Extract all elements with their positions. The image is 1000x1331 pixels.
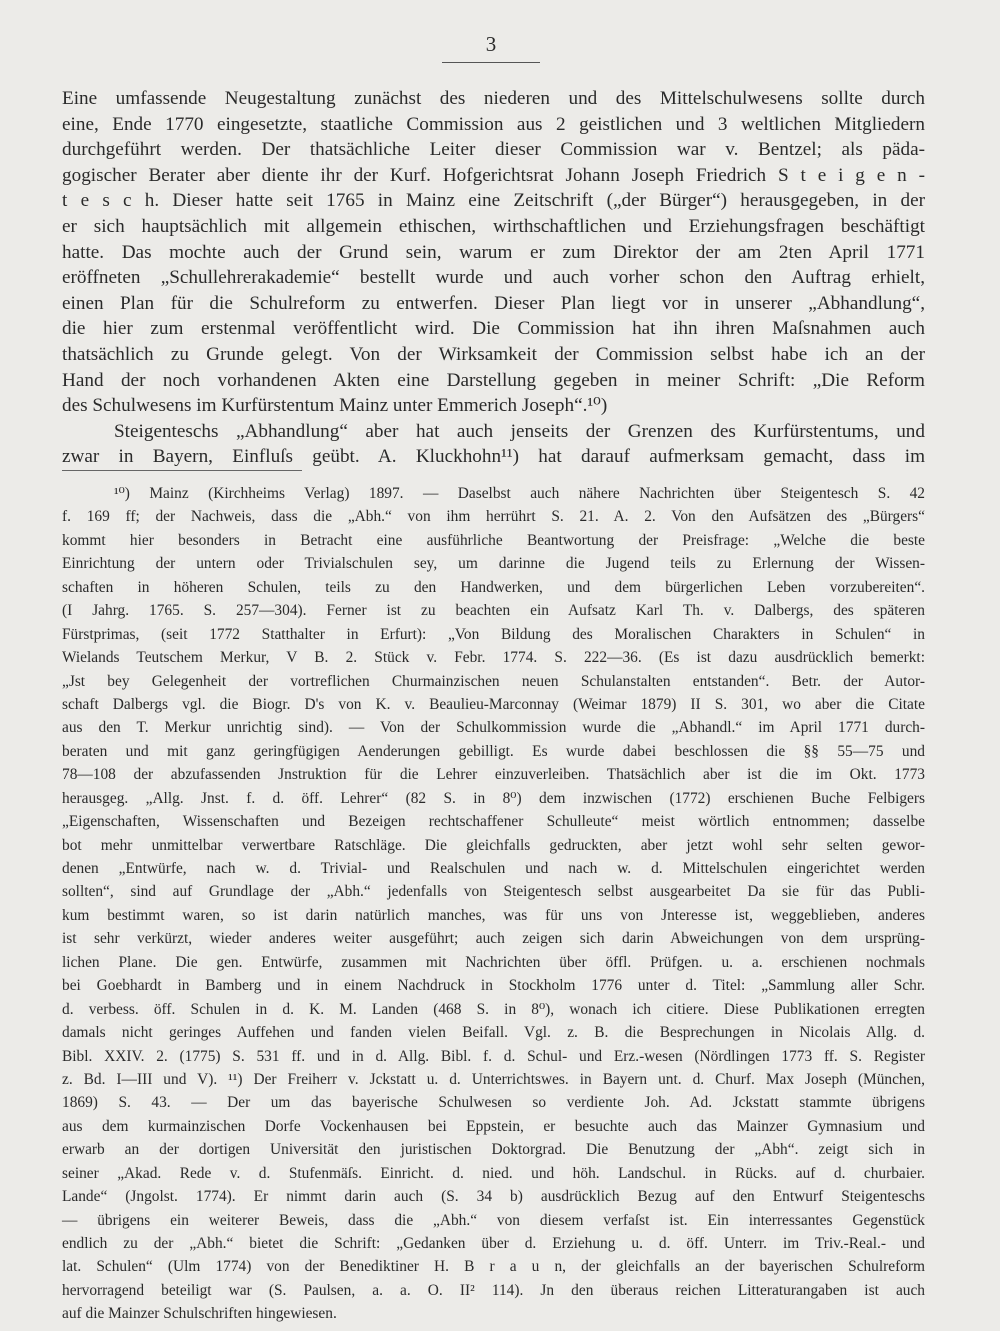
footnote-line: z. Bd. I—III und V). ¹¹) Der Freiherr v. Jckstatt u. d. Unterrichtswes. in Bayern unt. d. Churf. Max Joseph (München, bbox=[62, 1070, 925, 1088]
text-line: hatte. Das mochte auch der Grund sein, warum er zum Direktor der am 2ten April 1771 bbox=[62, 241, 925, 263]
page-number-rule bbox=[442, 62, 540, 63]
footnote-line: Einrichtung der untern oder Trivialschulen sey, um darinne die Jugend teils zu Erlernung der Wissen- bbox=[62, 555, 925, 573]
text-line: er sich hauptsächlich mit allgemein ethischen, wirthschaftlichen und Erziehungsfragen beschäftigt bbox=[62, 215, 925, 237]
footnote-line: aus dem kurmainzischen Dorfe Vockenhausen bei Eppstein, er besuchte auch das Mainzer Gymnasium und bbox=[62, 1117, 925, 1135]
footnote-separator bbox=[62, 470, 302, 471]
footnote-line: auf die Mainzer Schulschriften hingewiesen. bbox=[62, 1305, 337, 1323]
footnote-line: Bibl. XXIV. 2. (1775) S. 531 ff. und in d. Allg. Bibl. f. d. Schul- und Erz.-wesen (Nördlingen 1773 ff. S. Register bbox=[62, 1047, 925, 1065]
footnote-line: bot mehr unmittelbar verwertbare Ratschläge. Die gleichfalls gedruckten, aber jetzt wohl sehr selten gewor- bbox=[62, 836, 925, 854]
text-line: eine, Ende 1770 eingesetzte, staatliche Commission aus 2 geistlichen und 3 weltlichen Mitgliedern bbox=[62, 113, 925, 135]
footnote-line: lichen Plane. Die gen. Entwürfe, zusammen mit Nachrichten über öffl. Prüfgen. u. a. erschienen nochmals bbox=[62, 953, 925, 971]
footnote-line: d. verbess. öff. Schulen in d. K. M. Landen (468 S. in 8⁰), wonach ich citiere. Diese Publikationen erregten bbox=[62, 1000, 925, 1018]
text-line: t e s c h. Dieser hatte seit 1765 in Mainz eine Zeitschrift („der Bürger“) herausgegeben, in der bbox=[62, 190, 925, 212]
text-line: thatsächlich zu Grunde gelegt. Von der Wirksamkeit der Commission selbst habe ich an der bbox=[62, 343, 925, 365]
footnote-line: f. 169 ff; der Nachweis, dass die „Abh.“ von ihm herrührt S. 21. A. 2. Von den Aufsätzen des „Bürgers“ bbox=[62, 508, 925, 526]
footnote-line: ¹⁰) Mainz (Kirchheims Verlag) 1897. — Daselbst auch nähere Nachrichten über Steigentesch S. 42 bbox=[114, 485, 925, 502]
text-line: eröffneten „Schullehrerakademie“ bestellt wurde und auch vorher schon den Auftrag erhielt, bbox=[62, 267, 925, 289]
text-line: des Schulwesens im Kurfürstentum Mainz unter Emmerich Joseph“.¹⁰) bbox=[62, 395, 608, 417]
text-line: gogischer Berater aber diente ihr der Kurf. Hofgerichtsrat Johann Joseph Friedrich S t e i g e n - bbox=[62, 164, 925, 186]
footnote-line: hervorragend beteiligt war (S. Paulsen, a. a. O. II² 114). Jn den überaus reichen Litteraturangaben ist auch bbox=[62, 1281, 925, 1299]
text-line: Eine umfassende Neugestaltung zunächst des niederen und des Mittelschulwesens sollte durch bbox=[62, 88, 925, 109]
footnote-line: endlich zu der „Abh.“ bietet die Schrift: „Gedanken über d. Erziehung u. d. öff. Unterr. im Triv.-Real.- und bbox=[62, 1235, 925, 1252]
footnote-line: sollten“, sind auf Grundlage der „Abh.“ jedenfalls von Steigentesch selbst ausgearbeitet Da sie für das Publi- bbox=[62, 883, 925, 901]
footnotes bbox=[62, 482, 925, 1326]
footnote-line: Lande“ (Jngolst. 1774). Er nimmt darin auch (S. 34 b) ausdrücklich Bezug auf den Entwurf Steigenteschs bbox=[62, 1188, 925, 1206]
main-text bbox=[62, 86, 925, 470]
footnote-line: (I Jahrg. 1765. S. 257—304). Ferner ist zu beachten ein Aufsatz Karl Th. v. Dalbergs, des späteren bbox=[62, 602, 925, 620]
page-number: 3 bbox=[485, 32, 497, 56]
footnote-line: „Jst bey Gelegenheit der vortreflichen Churmainzischen neuen Schulanstalten entstanden“. Betr. der Autor- bbox=[62, 672, 925, 690]
footnote-line: 78—108 der abzufassenden Jnstruktion für die Lehrer einzuverleiben. Thatsächlich aber ist die im Okt. 1773 bbox=[62, 766, 925, 784]
footnote-line: denen „Entwürfe, nach w. d. Trivial- und Realschulen und nach w. d. Mittelschulen eingerichtet werden bbox=[62, 860, 925, 877]
footnote-line: ist sehr verkürzt, wieder anderes weiter ausgeführt; auch zeigen sich darin Abweichungen von dem ursprüng- bbox=[62, 930, 925, 948]
footnote-line: schaften in höheren Schulen, teils zu den Handwerken, und dem bürgerlichen Leben vorzubereiten“. bbox=[62, 578, 925, 596]
footnote-line: Fürstprimas, (seit 1772 Statthalter in Erfurt): „Von Bildung des Moralischen Charakters in Schulen“ in bbox=[62, 625, 925, 643]
footnote-line: „Eigenschaften, Wissenschaften und Bezeigen rechtschaffener Schulleute“ meist wörtlich entnommen; dasselbe bbox=[62, 813, 925, 831]
text-line: Hand der noch vorhandenen Akten eine Darstellung gegeben in meiner Schrift: „Die Reform bbox=[62, 369, 925, 391]
footnote-line: kum bestimmt waren, so ist darin natürlich manches, was für uns von Jnteresse ist, weggeblieben, anderes bbox=[62, 906, 925, 924]
footnote-line: aus den T. Merkur unrichtig sind). — Von der Schulkommission wurde die „Abhandl.“ im April 1771 durch- bbox=[62, 719, 925, 737]
text-line: durchgeführt werden. Der thatsächliche Leiter dieser Commission war v. Bentzel; als päda- bbox=[62, 139, 925, 161]
text-line: einen Plan für die Schulreform zu entwerfen. Dieser Plan liegt vor in unserer „Abhandlung“, bbox=[62, 292, 925, 314]
footnote-line: beraten und mit ganz geringfügigen Aenderungen gebilligt. Es wurde dabei beschlossen die §§ 55—75 und bbox=[62, 742, 925, 760]
footnote-line: schaft Dalbergs vgl. die Biogr. D's von K. v. Beaulieu-Marconnay (Weimar 1879) II S. 301, wo aber die Citate bbox=[62, 695, 925, 713]
footnote-line: bei Goebhardt in Bamberg und in einem Nachdruck in Stockholm 1776 unter d. Titel: „Sammlung aller Schr. bbox=[62, 977, 925, 995]
footnote-line: herausgeg. „Allg. Jnst. f. d. öff. Lehrer“ (82 S. in 8⁰) dem inzwischen (1772) erschienen Buche Felbigers bbox=[62, 789, 925, 807]
footnote-line: damals nicht geringes Auffehen und fanden vielen Beifall. Vgl. z. B. die Besprechungen in Nicolais Allg. d. bbox=[62, 1024, 925, 1042]
footnote-line: lat. Schulen“ (Ulm 1774) von der Benediktiner H. B r a u n, der gleichfalls an der bayerischen Schulreform bbox=[62, 1258, 925, 1276]
footnote-line: — übrigens ein weiterer Beweis, dass die „Abh.“ von diesem verfaſst ist. Ein interressantes Gegenstück bbox=[62, 1211, 925, 1229]
text-line: zwar in Bayern, Einfluſs geübt. A. Kluckhohn¹¹) hat darauf aufmerksam gemacht, dass im bbox=[62, 446, 925, 468]
text-line: Steigenteschs „Abhandlung“ aber hat auch jenseits der Grenzen des Kurfürstentums, und bbox=[114, 420, 925, 442]
footnote-line: 1869) S. 43. — Der um das bayerische Schulwesen so verdiente Joh. Ad. Jckstatt stammte übrigens bbox=[62, 1094, 925, 1112]
footnote-line: seiner „Akad. Rede v. d. Stufenmäſs. Einricht. d. nied. und höh. Landschul. in Rücks. auf d. churbaier. bbox=[62, 1164, 925, 1182]
footnote-line: erwarb an der dortigen Universität den juristischen Doktorgrad. Die Benutzung der „Abh“. zeigt sich in bbox=[62, 1141, 925, 1159]
footnote-line: Wielands Teutschem Merkur, V B. 2. Stück v. Febr. 1774. S. 222—36. (Es ist dazu ausdrücklich bemerkt: bbox=[62, 649, 925, 667]
footnote-line: kommt hier besonders in Betracht eine ausführliche Beantwortung der Preisfrage: „Welche die beste bbox=[62, 531, 925, 549]
text-line: die hier zum erstenmal veröffentlicht wird. Die Commission hat ihn ihren Maſsnahmen auch bbox=[62, 318, 925, 340]
